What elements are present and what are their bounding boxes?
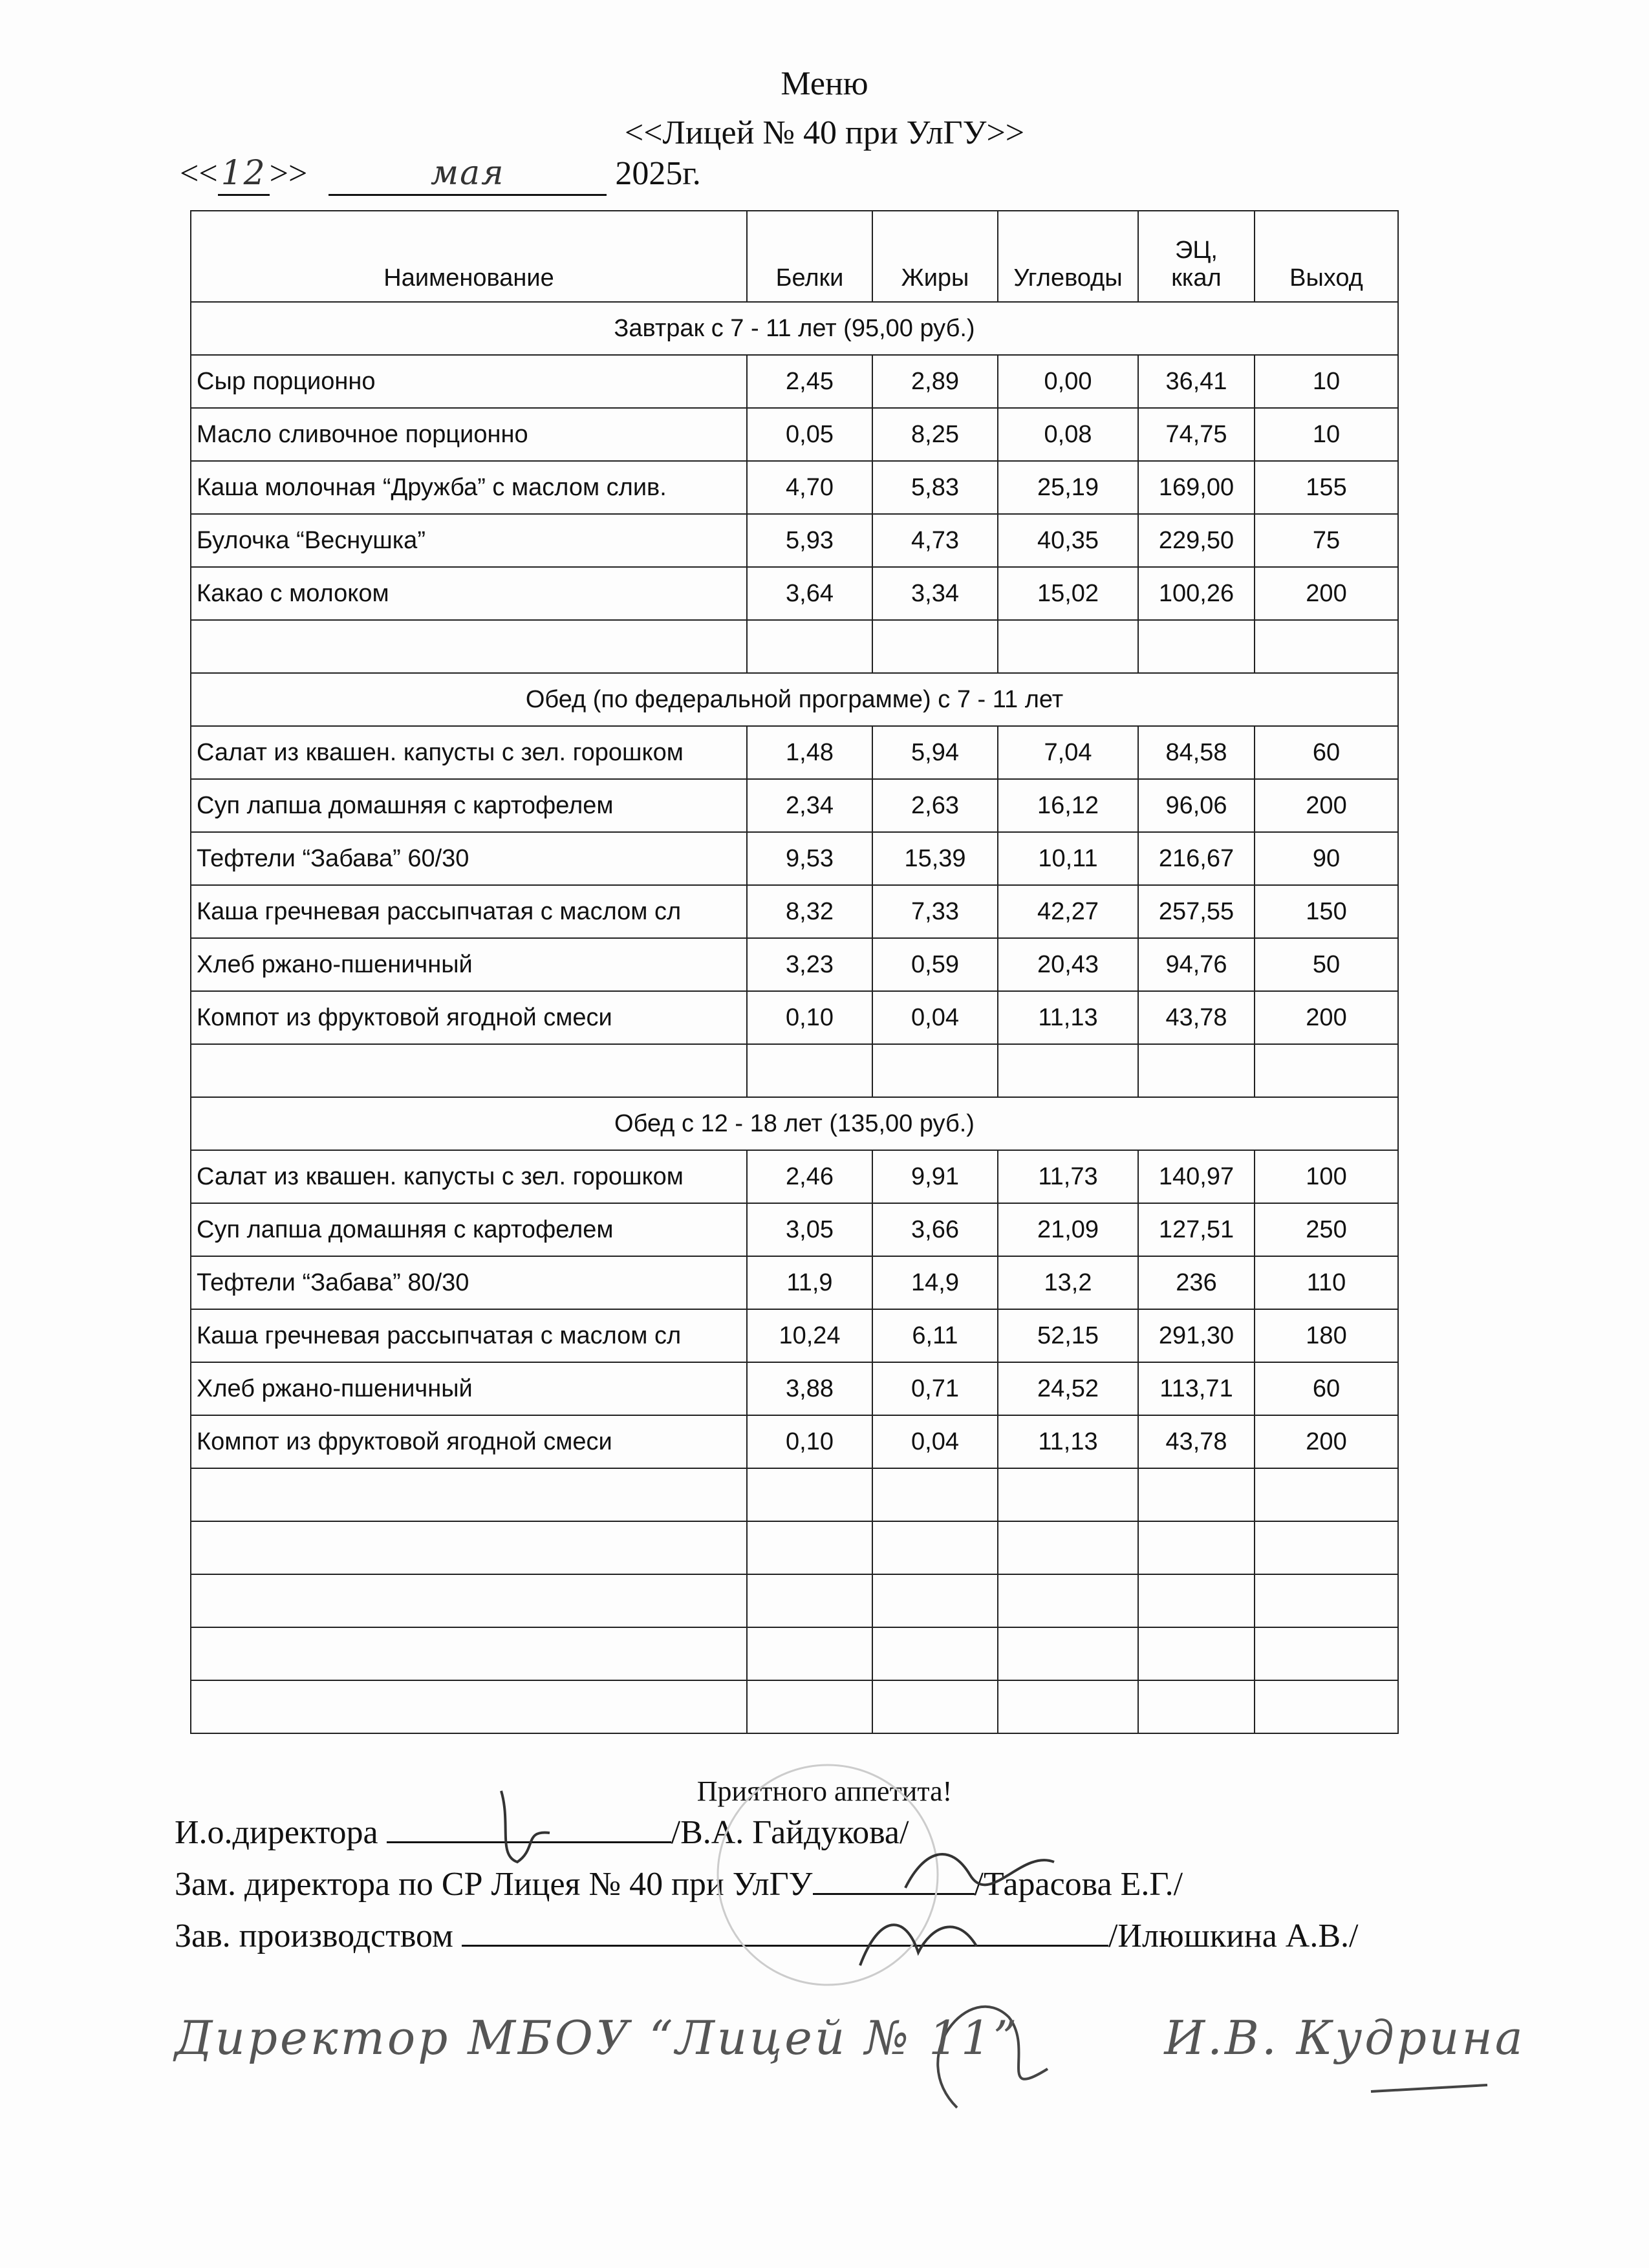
fat-cell: 3,66 <box>872 1203 998 1256</box>
dish-name: Суп лапша домашняя с картофелем <box>191 1203 747 1256</box>
protein-cell: 2,46 <box>747 1150 872 1203</box>
energy-cell: 43,78 <box>1138 1415 1255 1468</box>
fat-cell: 5,83 <box>872 461 998 514</box>
school-name: <<Лицей № 40 при УлГУ>> <box>624 114 1025 151</box>
dish-name: Тефтели “Забава” 80/30 <box>191 1256 747 1309</box>
carbs-cell: 16,12 <box>998 779 1138 832</box>
director-signature-mark <box>501 1791 550 1862</box>
date-day: 12 <box>218 153 270 196</box>
fat-cell: 0,04 <box>872 991 998 1044</box>
yield-cell: 200 <box>1255 567 1398 620</box>
yield-cell: 200 <box>1255 1415 1398 1468</box>
fat-cell: 0,04 <box>872 1415 998 1468</box>
yield-cell: 150 <box>1255 885 1398 938</box>
protein-cell: 3,64 <box>747 567 872 620</box>
dish-name: Компот из фруктовой ягодной смеси <box>191 991 747 1044</box>
protein-cell: 3,88 <box>747 1362 872 1415</box>
energy-cell: 96,06 <box>1138 779 1255 832</box>
date-close-quote: >> <box>269 155 308 192</box>
energy-cell: 236 <box>1138 1256 1255 1309</box>
col-header-carbs: Углеводы <box>998 211 1138 302</box>
dish-name: Сыр порционно <box>191 355 747 408</box>
carbs-cell: 24,52 <box>998 1362 1138 1415</box>
carbs-cell: 15,02 <box>998 567 1138 620</box>
fat-cell: 9,91 <box>872 1150 998 1203</box>
col-header-energy-line1: ЭЦ, <box>1175 237 1218 264</box>
signature-role: Зам. директора по СР Лицея № 40 при УлГУ <box>175 1866 813 1903</box>
date-open-quote: << <box>180 155 218 192</box>
yield-cell: 100 <box>1255 1150 1398 1203</box>
col-header-protein: Белки <box>747 211 872 302</box>
protein-cell: 3,23 <box>747 938 872 991</box>
yield-cell: 250 <box>1255 1203 1398 1256</box>
yield-cell: 155 <box>1255 461 1398 514</box>
energy-cell: 291,30 <box>1138 1309 1255 1362</box>
carbs-cell: 52,15 <box>998 1309 1138 1362</box>
carbs-cell: 13,2 <box>998 1256 1138 1309</box>
deputy-signature-mark <box>905 1854 1054 1888</box>
signature-name: /Тарасова Е.Г./ <box>974 1866 1183 1903</box>
dish-name: Какао с молоком <box>191 567 747 620</box>
fat-cell: 15,39 <box>872 832 998 885</box>
production-head-signature-mark <box>860 1925 976 1965</box>
carbs-cell: 11,13 <box>998 1415 1138 1468</box>
signature-role: И.о.директора <box>175 1814 378 1851</box>
yield-cell: 75 <box>1255 514 1398 567</box>
protein-cell: 0,10 <box>747 1415 872 1468</box>
col-header-fat: Жиры <box>872 211 998 302</box>
energy-cell: 216,67 <box>1138 832 1255 885</box>
carbs-cell: 0,08 <box>998 408 1138 461</box>
handwritten-name: И.В. Кудрина <box>1164 2011 1525 2065</box>
energy-cell: 229,50 <box>1138 514 1255 567</box>
yield-cell: 110 <box>1255 1256 1398 1309</box>
dish-name: Каша гречневая рассыпчатая с маслом сл <box>191 885 747 938</box>
fat-cell: 2,63 <box>872 779 998 832</box>
protein-cell: 1,48 <box>747 726 872 779</box>
stamp-imprint <box>718 1765 938 1985</box>
protein-cell: 2,45 <box>747 355 872 408</box>
protein-cell: 5,93 <box>747 514 872 567</box>
dish-name: Суп лапша домашняя с картофелем <box>191 779 747 832</box>
dish-name: Каша гречневая рассыпчатая с маслом сл <box>191 1309 747 1362</box>
yield-cell: 90 <box>1255 832 1398 885</box>
energy-cell: 169,00 <box>1138 461 1255 514</box>
section-title: Обед (по федеральной программе) с 7 - 11 лет <box>191 673 1398 726</box>
carbs-cell: 10,11 <box>998 832 1138 885</box>
col-header-energy-line2: ккал <box>1171 264 1222 292</box>
dish-name: Каша молочная “Дружба” с маслом слив. <box>191 461 747 514</box>
yield-cell: 10 <box>1255 355 1398 408</box>
date-year: 2025г. <box>615 155 701 192</box>
dish-name: Тефтели “Забава” 60/30 <box>191 832 747 885</box>
protein-cell: 9,53 <box>747 832 872 885</box>
yield-cell: 50 <box>1255 938 1398 991</box>
carbs-cell: 11,73 <box>998 1150 1138 1203</box>
wish-text: Приятного аппетита! <box>696 1775 953 1807</box>
energy-cell: 127,51 <box>1138 1203 1255 1256</box>
yield-cell: 60 <box>1255 726 1398 779</box>
energy-cell: 43,78 <box>1138 991 1255 1044</box>
energy-cell: 74,75 <box>1138 408 1255 461</box>
fat-cell: 4,73 <box>872 514 998 567</box>
fat-cell: 14,9 <box>872 1256 998 1309</box>
handwritten-footer <box>175 2011 1525 2065</box>
carbs-cell: 25,19 <box>998 461 1138 514</box>
col-header-name: Наименование <box>191 211 747 302</box>
fat-cell: 3,34 <box>872 567 998 620</box>
carbs-cell: 11,13 <box>998 991 1138 1044</box>
date-month: мая <box>329 153 607 196</box>
signature-name: /Илюшкина А.В./ <box>1108 1918 1359 1954</box>
handwritten-note: Директор МБОУ “Лицей № 11” <box>175 2011 1020 2065</box>
energy-cell: 94,76 <box>1138 938 1255 991</box>
yield-cell: 200 <box>1255 779 1398 832</box>
energy-cell: 140,97 <box>1138 1150 1255 1203</box>
section-title: Обед с 12 - 18 лет (135,00 руб.) <box>191 1097 1398 1150</box>
protein-cell: 10,24 <box>747 1309 872 1362</box>
energy-cell: 36,41 <box>1138 355 1255 408</box>
carbs-cell: 42,27 <box>998 885 1138 938</box>
protein-cell: 0,05 <box>747 408 872 461</box>
fat-cell: 2,89 <box>872 355 998 408</box>
carbs-cell: 0,00 <box>998 355 1138 408</box>
dish-name: Булочка “Веснушка” <box>191 514 747 567</box>
col-header-yield: Выход <box>1255 211 1398 302</box>
dish-name: Хлеб ржано-пшеничный <box>191 1362 747 1415</box>
energy-cell: 113,71 <box>1138 1362 1255 1415</box>
dish-name: Салат из квашен. капусты с зел. горошком <box>191 1150 747 1203</box>
dish-name: Компот из фруктовой ягодной смеси <box>191 1415 747 1468</box>
fat-cell: 0,59 <box>872 938 998 991</box>
carbs-cell: 20,43 <box>998 938 1138 991</box>
footer-signature-underline <box>1371 2085 1487 2091</box>
carbs-cell: 40,35 <box>998 514 1138 567</box>
energy-cell: 100,26 <box>1138 567 1255 620</box>
menu-title: Меню <box>781 65 868 102</box>
energy-cell: 84,58 <box>1138 726 1255 779</box>
protein-cell: 11,9 <box>747 1256 872 1309</box>
protein-cell: 8,32 <box>747 885 872 938</box>
carbs-cell: 7,04 <box>998 726 1138 779</box>
dish-name: Хлеб ржано-пшеничный <box>191 938 747 991</box>
protein-cell: 4,70 <box>747 461 872 514</box>
carbs-cell: 21,09 <box>998 1203 1138 1256</box>
protein-cell: 0,10 <box>747 991 872 1044</box>
signature-role: Зав. производством <box>175 1918 453 1954</box>
yield-cell: 200 <box>1255 991 1398 1044</box>
energy-cell: 257,55 <box>1138 885 1255 938</box>
yield-cell: 10 <box>1255 408 1398 461</box>
fat-cell: 8,25 <box>872 408 998 461</box>
fat-cell: 0,71 <box>872 1362 998 1415</box>
protein-cell: 2,34 <box>747 779 872 832</box>
fat-cell: 6,11 <box>872 1309 998 1362</box>
yield-cell: 60 <box>1255 1362 1398 1415</box>
fat-cell: 5,94 <box>872 726 998 779</box>
dish-name: Масло сливочное порционно <box>191 408 747 461</box>
dish-name: Салат из квашен. капусты с зел. горошком <box>191 726 747 779</box>
yield-cell: 180 <box>1255 1309 1398 1362</box>
signature-name: /В.А. Гайдукова/ <box>671 1814 909 1851</box>
fat-cell: 7,33 <box>872 885 998 938</box>
protein-cell: 3,05 <box>747 1203 872 1256</box>
section-title: Завтрак с 7 - 11 лет (95,00 руб.) <box>191 302 1398 355</box>
